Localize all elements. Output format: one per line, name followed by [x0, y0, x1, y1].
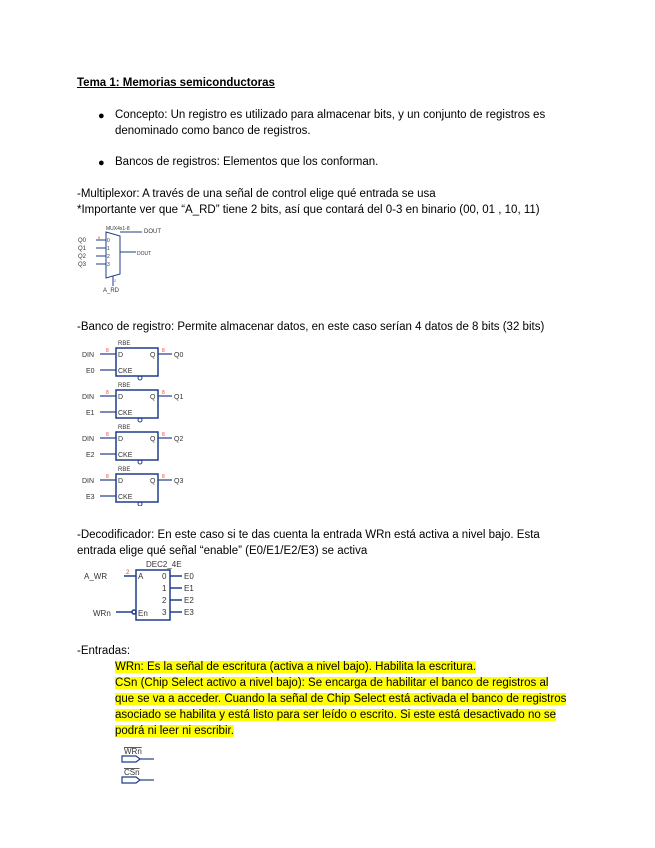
mux-in-q2: Q2	[78, 254, 87, 260]
bullet-dot: ●	[98, 157, 105, 169]
entradas-heading: -Entradas:	[77, 645, 131, 657]
q-pin: Q	[150, 394, 156, 401]
dec-input-a-wr: A_WR	[84, 572, 108, 581]
banco-text: -Banco de registro: Permite almacenar datos, en este caso serían 4 datos de 8 bits (32 bits)	[77, 321, 545, 333]
mux-num-3: 3	[107, 262, 110, 268]
dec-pin-en: En	[138, 609, 148, 618]
register-bank-diagram	[80, 338, 200, 506]
mux-in-q0: Q0	[78, 238, 87, 244]
entradas-line-1: WRn: Es la señal de escritura (activa a nivel bajo). Habilita la escritura.	[115, 661, 477, 673]
page-title: Tema 1: Memorias semiconductoras	[77, 77, 275, 89]
dec-width: 2	[126, 570, 130, 576]
bullet-concepto-line2: denominado como banco de registros.	[115, 125, 311, 137]
reg-name: RBE	[118, 341, 131, 347]
bullet-dot: ●	[98, 110, 105, 122]
decoder-diagram	[80, 558, 200, 622]
multiplexor-line1: -Multiplexor: A través de una señal de control elige qué entrada se usa	[77, 188, 436, 200]
q-pin: Q	[150, 478, 156, 485]
d-pin: D	[118, 436, 124, 443]
dec-pin-a: A	[138, 572, 144, 581]
d-pin: D	[118, 478, 124, 485]
dec-num-3: 3	[162, 608, 167, 617]
enable-label: E3	[86, 494, 95, 501]
bullet-concepto-line1: Concepto: Un registro es utilizado para almacenar bits, y un conjunto de registros es	[115, 109, 546, 121]
enable-label: E1	[86, 410, 95, 417]
din-label: DIN	[82, 394, 95, 401]
cke-pin: CKE	[118, 452, 133, 459]
dec-num-1: 1	[162, 584, 167, 593]
mux-diagram	[76, 222, 176, 294]
dec-num-2: 2	[162, 596, 167, 605]
pin-wrn-shape	[122, 756, 140, 762]
cke-pin: CKE	[118, 368, 133, 375]
d-pin: D	[118, 352, 124, 359]
din-width: 8	[106, 348, 109, 354]
output-label: Q3	[174, 478, 184, 485]
dec-input-wrn: WRn	[93, 609, 111, 618]
entradas-line-4: asociado se habilita y está listo para ser leído o escrito. Si este está desactivado no se	[115, 709, 557, 721]
mux-name: MUX4x1-8	[106, 226, 130, 232]
din-width: 8	[106, 432, 109, 438]
pin-csn-shape	[122, 777, 140, 783]
pin-wrn-label: WRn	[124, 747, 142, 756]
q-width: 8	[162, 474, 165, 480]
pin-csn-label: CSn	[124, 768, 140, 777]
output-label: Q2	[174, 436, 184, 443]
q-width: 8	[162, 348, 165, 354]
d-pin: D	[118, 394, 124, 401]
cke-pin: CKE	[118, 494, 133, 501]
dec-out-e3: E3	[184, 608, 194, 617]
input-pins-diagram	[118, 746, 168, 788]
decodificador-line2: entrada elige qué señal “enable” (E0/E1/E2/E3) se activa	[77, 545, 368, 557]
dec-out-e1: E1	[184, 584, 194, 593]
mux-sel-label: A_RD	[103, 288, 120, 294]
dec-num-0: 0	[162, 572, 167, 581]
entradas-line-3: que se va a acceder. Cuando la señal de Chip Select está activada el banco de registros	[115, 693, 567, 705]
enable-label: E2	[86, 452, 95, 459]
entradas-line-2: CSn (Chip Select activo a nivel bajo): Se encarga de habilitar el banco de registros al	[115, 677, 549, 689]
enable-label: E0	[86, 368, 95, 375]
cke-pin: CKE	[118, 410, 133, 417]
mux-width-label: 8	[98, 235, 101, 240]
mux-dout: DOUT	[137, 251, 152, 257]
output-label: Q0	[174, 352, 184, 359]
q-width: 8	[162, 432, 165, 438]
din-label: DIN	[82, 436, 95, 443]
output-label: Q1	[174, 394, 184, 401]
reg-name: RBE	[118, 467, 131, 473]
dec-name: DEC2_4E	[146, 560, 182, 569]
entradas-line-5: podrá ni leer ni escribir.	[115, 725, 234, 737]
dec-out-e2: E2	[184, 596, 194, 605]
mux-in-q1: Q1	[78, 246, 87, 252]
mux-num-1: 1	[107, 246, 110, 252]
bullet-bancos: Bancos de registros: Elementos que los conforman.	[115, 156, 379, 168]
din-label: DIN	[82, 478, 95, 485]
din-label: DIN	[82, 352, 95, 359]
multiplexor-line2: *Importante ver que “A_RD” tiene 2 bits, así que contará del 0-3 en binario (00, 01 , 10, 11)	[77, 204, 540, 216]
reg-name: RBE	[118, 383, 131, 389]
din-width: 8	[106, 390, 109, 396]
mux-num-2: 2	[107, 254, 110, 260]
mux-dout-top: DOUT	[144, 229, 161, 235]
din-width: 8	[106, 474, 109, 480]
decodificador-line1: -Decodificador: En este caso si te das cuenta la entrada WRn está activa a nivel bajo. Esta	[77, 529, 540, 541]
mux-sel-width: 2	[114, 278, 117, 283]
mux-num-0: 0	[107, 238, 110, 244]
reg-name: RBE	[118, 425, 131, 431]
q-width: 8	[162, 390, 165, 396]
mux-in-q3: Q3	[78, 262, 87, 268]
dec-out-e0: E0	[184, 572, 194, 581]
q-pin: Q	[150, 436, 156, 443]
q-pin: Q	[150, 352, 156, 359]
